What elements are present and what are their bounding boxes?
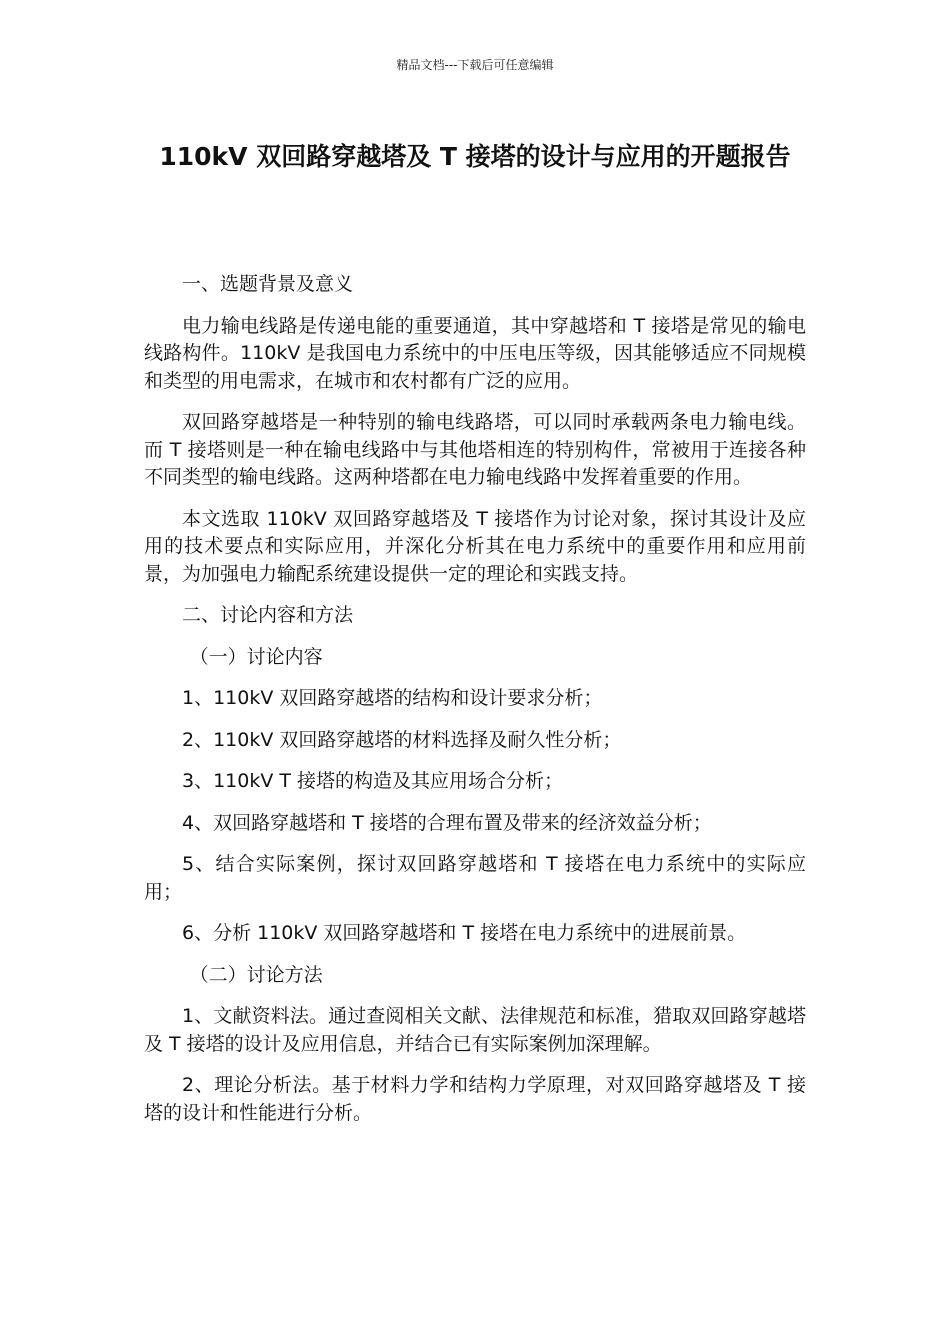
method-item-2: 2、理论分析法。基于材料力学和结构力学原理，对双回路穿越塔及 T 接塔的设计和性能进行分析。	[144, 1074, 806, 1124]
content-item-6: 6、分析 110kV 双回路穿越塔和 T 接塔在电力系统中的进展前景。	[182, 922, 747, 944]
document-body	[144, 271, 806, 1141]
paragraph-background-1: 电力输电线路是传递电能的重要通道，其中穿越塔和 T 接塔是常见的输电线路构件。110kV 是我国电力系统中的中压电压等级，因其能够适应不同规模和类型的用电需求，在城市和农村都有广泛的应用。	[144, 314, 806, 392]
content-item-4: 4、双回路穿越塔和 T 接塔的合理布置及带来的经济效益分析；	[182, 811, 712, 834]
document-title: 110kV 双回路穿越塔及 T 接塔的设计与应用的开题报告	[159, 142, 791, 171]
paragraph-background-3: 本文选取 110kV 双回路穿越塔及 T 接塔作为讨论对象，探讨其设计及应用的技术要点和实际应用，并深化分析其在电力系统中的重要作用和应用前景，为加强电力输配系统建设提供一定的理论和实践支持。	[144, 507, 806, 585]
content-item-3: 3、110kV T 接塔的构造及其应用场合分析；	[182, 770, 564, 792]
section-heading-background: 一、选题背景及意义	[182, 273, 354, 295]
section-heading-content-methods: 二、讨论内容和方法	[182, 604, 354, 626]
subsection-heading-content: （一）讨论内容	[189, 645, 323, 668]
paragraph-background-2: 双回路穿越塔是一种特别的输电线路塔，可以同时承载两条电力输电线。而 T 接塔则是一种在输电线路中与其他塔相连的特别构件，常被用于连接各种不同类型的输电线路。这两种塔都在电力输电线路中发挥着重要的作用。	[144, 411, 806, 488]
content-item-1: 1、110kV 双回路穿越塔的结构和设计要求分析；	[182, 687, 603, 709]
subsection-heading-methods: （二）讨论方法	[189, 963, 323, 986]
content-item-2: 2、110kV 双回路穿越塔的材料选择及耐久性分析；	[182, 728, 622, 751]
content-item-5: 5、结合实际案例，探讨双回路穿越塔和 T 接塔在电力系统中的实际应用；	[144, 853, 806, 903]
page-header: 精品文档---下载后可任意编辑	[396, 58, 554, 72]
method-item-1: 1、文献资料法。通过查阅相关文献、法律规范和标准，猎取双回路穿越塔及 T 接塔的设计及应用信息，并结合已有实际案例加深理解。	[144, 1005, 806, 1055]
